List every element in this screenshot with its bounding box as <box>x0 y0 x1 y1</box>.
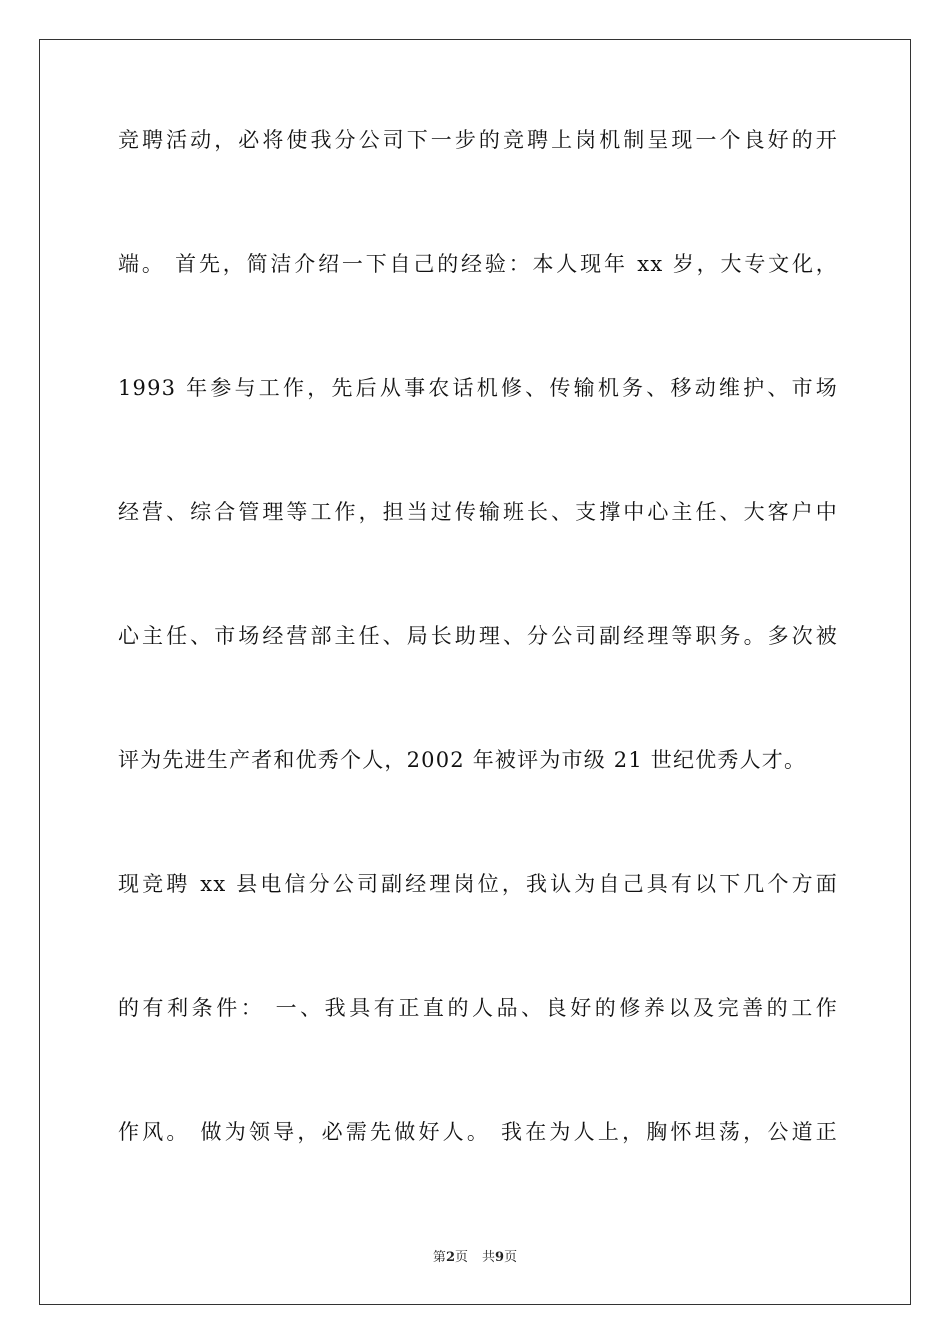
text-line: 作风。 做为领导，必需先做好人。 我在为人上，胸怀坦荡，公道正 <box>118 1120 838 1144</box>
page-footer <box>0 1246 950 1265</box>
total-prefix: 共 <box>482 1250 496 1265</box>
current-page-number: 2 <box>445 1250 455 1265</box>
text-line: 心主任、市场经营部主任、局长助理、分公司副经理等职务。多次被 <box>118 624 838 648</box>
text-line: 竞聘活动，必将使我分公司下一步的竞聘上岗机制呈现一个良好的开 <box>118 128 838 152</box>
page-prefix: 第 <box>432 1250 446 1265</box>
text-line: 端。 首先，简洁介绍一下自己的经验：本人现年 xx 岁，大专文化， <box>118 252 838 276</box>
text-line: 1993 年参与工作，先后从事农话机修、传输机务、移动维护、市场 <box>118 376 838 400</box>
document-body <box>118 128 838 1244</box>
text-line: 现竞聘 xx 县电信分公司副经理岗位，我认为自己具有以下几个方面 <box>118 872 838 896</box>
text-line: 经营、综合管理等工作，担当过传输班长、支撑中心主任、大客户中 <box>118 500 838 524</box>
page-unit: 页 <box>454 1250 468 1265</box>
total-page-number: 9 <box>495 1250 505 1265</box>
text-line: 的有利条件： 一、我具有正直的人品、良好的修养以及完善的工作 <box>118 996 838 1020</box>
text-line: 评为先进生产者和优秀个人，2002 年被评为市级 21 世纪优秀人才。 <box>118 748 807 772</box>
total-unit: 页 <box>504 1250 518 1265</box>
